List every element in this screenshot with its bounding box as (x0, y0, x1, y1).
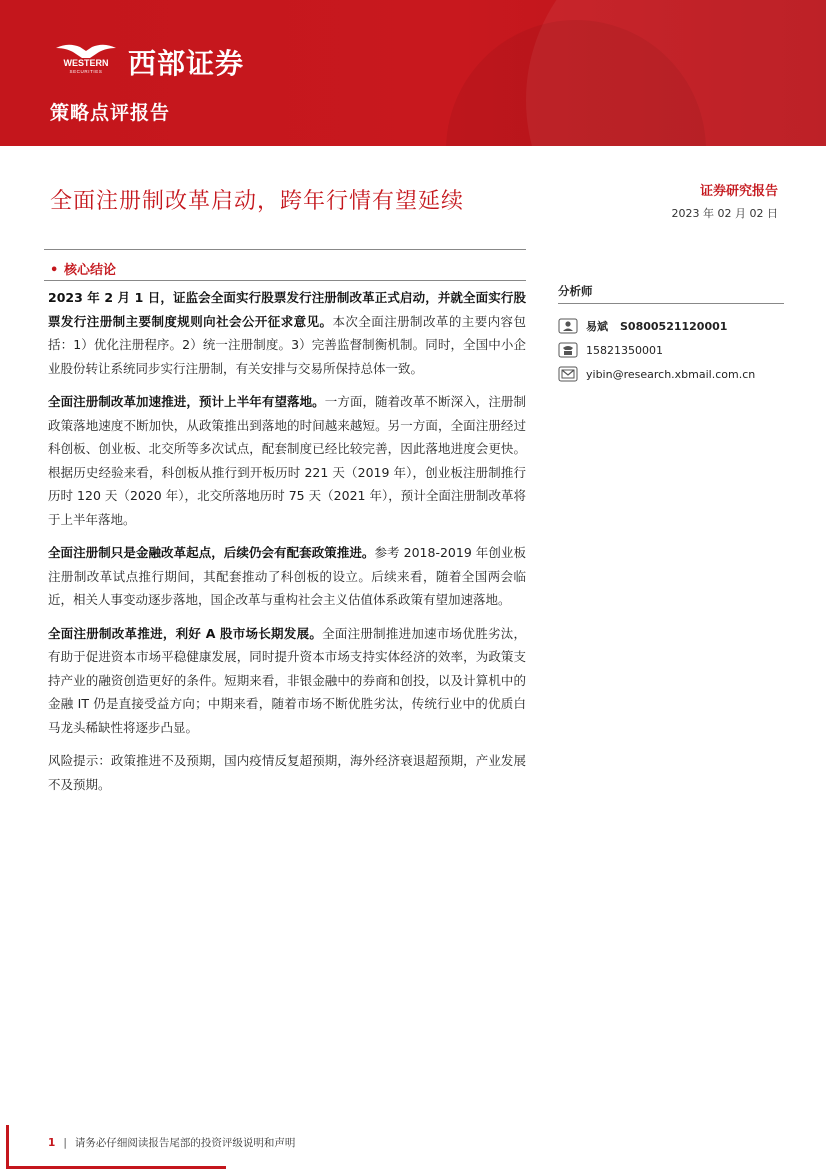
logo-english: WESTERN (63, 58, 109, 68)
paragraph-lead: 2023 年 2 月 1 日，证监会全面实行股票发行注册制改革正式启动，并就全面实行股票发行注册制主要制度规则向社会公开征求意见。 (48, 290, 526, 329)
paragraph-body: 全面注册制推进加速市场优胜劣汰，有助于促进资本市场平稳健康发展，同时提升资本市场支持实体经济的效率，为政策支持产业的融资创造更好的条件。短期来看，非银金融中的券商和创投，以及计算机中的金融 IT 仍是直接受益方向；中期来看，随着市场不断优胜劣汰，传统行业中的优质白马龙头稀缺性将逐步凸显。 (48, 625, 526, 735)
section-heading (50, 259, 116, 278)
analyst-panel (558, 283, 784, 386)
paragraph (48, 622, 526, 740)
report-type: 策略点评报告 (50, 102, 171, 124)
bullet-icon: • (50, 263, 59, 278)
paragraph-body: 本次全面注册制改革的主要内容包括：1）优化注册程序。2）统一注册制度。3）完善监督制衡机制。同时，全国中小企业股份转让系统同步实行注册制，有关安排与交易所保持总体一致。 (48, 313, 526, 376)
analyst-heading: 分析师 (558, 284, 593, 298)
logo-chinese: 西部证券 (128, 47, 245, 80)
analyst-name-row (558, 314, 784, 338)
paragraph-lead: 全面注册制改革加速推进，预计上半年有望落地。 (48, 394, 325, 409)
paragraph (48, 541, 526, 612)
report-title: 全面注册制改革启动，跨年行情有望延续 (50, 189, 465, 214)
report-date: 2023 年 02 月 02 日 (671, 207, 778, 220)
western-securities-logo-icon (50, 42, 122, 74)
page-footer (48, 1135, 295, 1150)
paragraph-lead: 全面注册制只是金融改革起点，后续仍会有配套政策推进。 (48, 545, 375, 560)
analyst-cert: S0800521120001 (620, 319, 728, 333)
mail-icon (558, 366, 578, 382)
phone-icon (558, 342, 578, 358)
paragraph (48, 286, 526, 380)
risk-warning-text: 风险提示：政策推进不及预期，国内疫情反复超预期，海外经济衰退超预期，产业发展不及预期。 (48, 753, 526, 792)
main-body (48, 286, 526, 806)
section-top-divider (44, 249, 526, 250)
analyst-email-row[interactable] (558, 362, 784, 386)
paragraph-body: 参考 2018-2019 年创业板注册制改革试点推行期间，其配套推动了科创板的设立。后续来看，随着全国两会临近，相关人事变动逐步落地，国企改革与重构社会主义估值体系政策有望加速落地。 (48, 545, 526, 607)
paragraph-body: 一方面，随着改革不断深入，注册制政策落地速度不断加快，从政策推出到落地的时间越来越短。另一方面，全面注册经过科创板、创业板、北交所等多次试点，配套制度已经比较完善，因此落地进度会更快。根据历史经验来看，科创板从推行到开板历时 221 天（2019 年），创业板注册制推行历时 120 天（2020 年），北交所落地历时 75 天（2021 年），预计全面注册制改革将于上半年落地。 (48, 394, 526, 527)
report-category: 证券研究报告 (699, 184, 778, 199)
footer-notice: 请务必仔细阅读报告尾部的投资评级说明和声明 (74, 1137, 296, 1149)
footer-separator: | (63, 1137, 67, 1149)
section-heading-text: 核心结论 (64, 263, 117, 278)
analyst-name: 易斌 (586, 320, 608, 333)
risk-warning (48, 749, 526, 796)
section-bottom-divider (44, 280, 526, 281)
analyst-email[interactable]: yibin@research.xbmail.com.cn (586, 367, 756, 381)
paragraph (48, 390, 526, 531)
page-number: 1 (48, 1137, 56, 1149)
paragraph-lead: 全面注册制改革推进，利好 A 股市场长期发展。 (48, 625, 323, 641)
header-banner (0, 0, 826, 146)
analyst-divider (558, 303, 784, 304)
person-icon (558, 318, 578, 334)
corner-decoration (6, 1125, 9, 1169)
logo-english-sub: SECURITIES (69, 69, 103, 74)
analyst-phone-row (558, 338, 784, 362)
analyst-phone: 15821350001 (586, 343, 663, 357)
